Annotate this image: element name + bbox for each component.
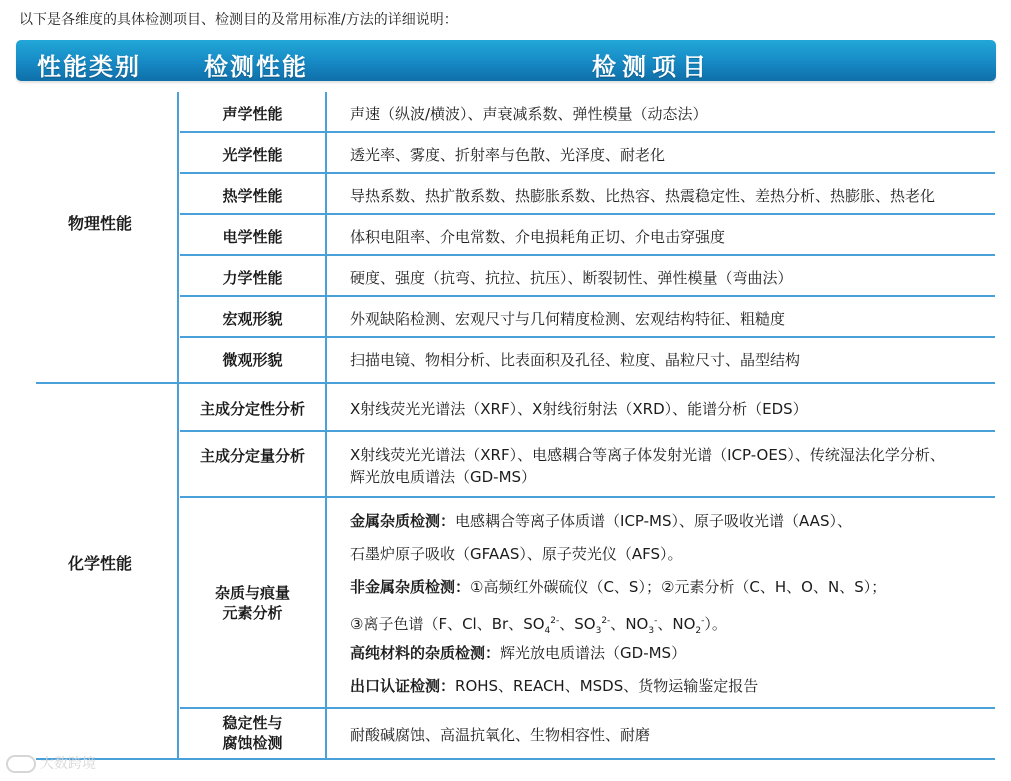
perf-impurity-line2: 元素分析 xyxy=(222,604,283,622)
perf-stability-line1: 稳定性与 xyxy=(222,714,283,732)
table-bottom-rule xyxy=(36,758,995,760)
high-purity-label: 高纯材料的杂质检测： xyxy=(350,644,501,662)
row-divider xyxy=(180,496,995,498)
metal-impurity-methods: 电感耦合等离子体质谱（ICP-MS）、原子吸收光谱（AAS）、 xyxy=(455,512,852,530)
export-cert-label: 出口认证检测： xyxy=(350,677,456,695)
header-category: 性能类别 xyxy=(37,53,141,81)
column-divider-2 xyxy=(325,92,327,758)
perf-quantitative: 主成分定量分析 xyxy=(199,447,305,465)
row-divider xyxy=(180,172,995,174)
nonmetal-impurity-label: 非金属杂质检测： xyxy=(350,578,471,596)
perf-electrical: 电学性能 xyxy=(222,228,283,246)
row-divider xyxy=(180,295,995,297)
perf-optical: 光学性能 xyxy=(222,146,283,164)
perf-stability-line2: 腐蚀检测 xyxy=(222,734,283,752)
row-divider xyxy=(180,254,995,256)
perf-micro: 微观形貌 xyxy=(222,351,283,369)
ion-no3: $NO_3^-$ xyxy=(625,615,658,636)
high-purity-line xyxy=(350,642,686,664)
row-divider xyxy=(180,213,995,215)
metal-impurity-label: 金属杂质检测： xyxy=(350,512,456,530)
metal-impurity-line2: 石墨炉原子吸收（GFAAS）、原子荧光仪（AFS）。 xyxy=(350,545,683,563)
ion-so3: $SO_3^{2-}$ xyxy=(574,615,611,636)
perf-impurity xyxy=(180,583,325,623)
item-acoustic: 声速（纵波/横波）、声衰减系数、弹性模量（动态法） xyxy=(350,105,708,123)
watermark-logo-icon xyxy=(6,755,36,773)
table-header xyxy=(16,40,996,81)
nonmetal-impurity-line1 xyxy=(350,576,886,598)
perf-impurity-line1: 杂质与痕量 xyxy=(214,584,290,602)
category-physical: 物理性能 xyxy=(67,214,132,233)
export-cert-line xyxy=(350,675,758,697)
intro-text: 以下是各维度的具体检测项目、检测目的及常用标准/方法的详细说明： xyxy=(19,12,458,28)
perf-qualitative: 主成分定性分析 xyxy=(199,400,305,418)
metal-impurity-line1 xyxy=(350,510,852,532)
column-divider-1 xyxy=(177,92,179,758)
export-cert-items: ROHS、REACH、MSDS、货物运输鉴定报告 xyxy=(455,677,759,695)
item-thermal: 导热系数、热扩散系数、热膨胀系数、比热容、热震稳定性、差热分析、热膨胀、热老化 xyxy=(350,187,936,205)
item-quantitative-line1: X射线荧光光谱法（XRF）、电感耦合等离子体发射光谱（ICP-OES）、传统湿法化学分析、 xyxy=(350,446,945,464)
perf-mechanical: 力学性能 xyxy=(222,269,283,287)
watermark xyxy=(6,753,96,773)
item-micro: 扫描电镜、物相分析、比表面积及孔径、粒度、晶粒尺寸、晶型结构 xyxy=(350,351,801,369)
ion-no2: $NO_2^-$ xyxy=(672,615,705,636)
ion-so4: $SO_4^{2-}$ xyxy=(523,615,560,636)
header-performance: 检测性能 xyxy=(204,53,308,81)
category-chemical: 化学性能 xyxy=(67,554,132,573)
perf-thermal: 热学性能 xyxy=(222,187,283,205)
row-divider xyxy=(180,131,995,133)
ion-suffix: ）。 xyxy=(704,615,727,633)
header-items: 检测项目 xyxy=(592,53,712,81)
item-macro: 外观缺陷检测、宏观尺寸与几何精度检测、宏观结构特征、粗糙度 xyxy=(350,310,786,328)
row-divider xyxy=(180,707,995,709)
row-divider xyxy=(180,430,995,432)
nonmetal-impurity-methods: ①高频红外碳硫仪（C、S）；②元素分析（C、H、O、N、S）； xyxy=(470,578,887,596)
perf-stability xyxy=(180,713,325,753)
perf-macro: 宏观形貌 xyxy=(222,310,283,328)
ion-chromatography-line: ③离子色谱（F、Cl、Br、$SO_4^{2-}$、$SO_3^{2-}$、$NO_3^-$、$NO_2^-$）。 xyxy=(350,615,727,636)
item-stability: 耐酸碱腐蚀、高温抗氧化、生物相容性、耐磨 xyxy=(350,726,651,744)
item-quantitative-line2: 辉光放电质谱法（GD-MS） xyxy=(350,468,537,486)
row-divider xyxy=(180,336,995,338)
item-mechanical: 硬度、强度（抗弯、抗拉、抗压）、断裂韧性、弹性模量（弯曲法） xyxy=(350,269,793,287)
item-qualitative: X射线荧光光谱法（XRF）、X射线衍射法（XRD）、能谱分析（EDS） xyxy=(350,400,808,418)
item-electrical: 体积电阻率、介电常数、介电损耗角正切、介电击穿强度 xyxy=(350,228,726,246)
watermark-text: 大数跨境 xyxy=(40,756,96,772)
ion-prefix: ③离子色谱（F、Cl、Br、 xyxy=(350,615,524,633)
section-divider xyxy=(36,382,995,384)
perf-acoustic: 声学性能 xyxy=(222,105,283,123)
item-optical: 透光率、雾度、折射率与色散、光泽度、耐老化 xyxy=(350,146,666,164)
high-purity-method: 辉光放电质谱法（GD-MS） xyxy=(500,644,687,662)
